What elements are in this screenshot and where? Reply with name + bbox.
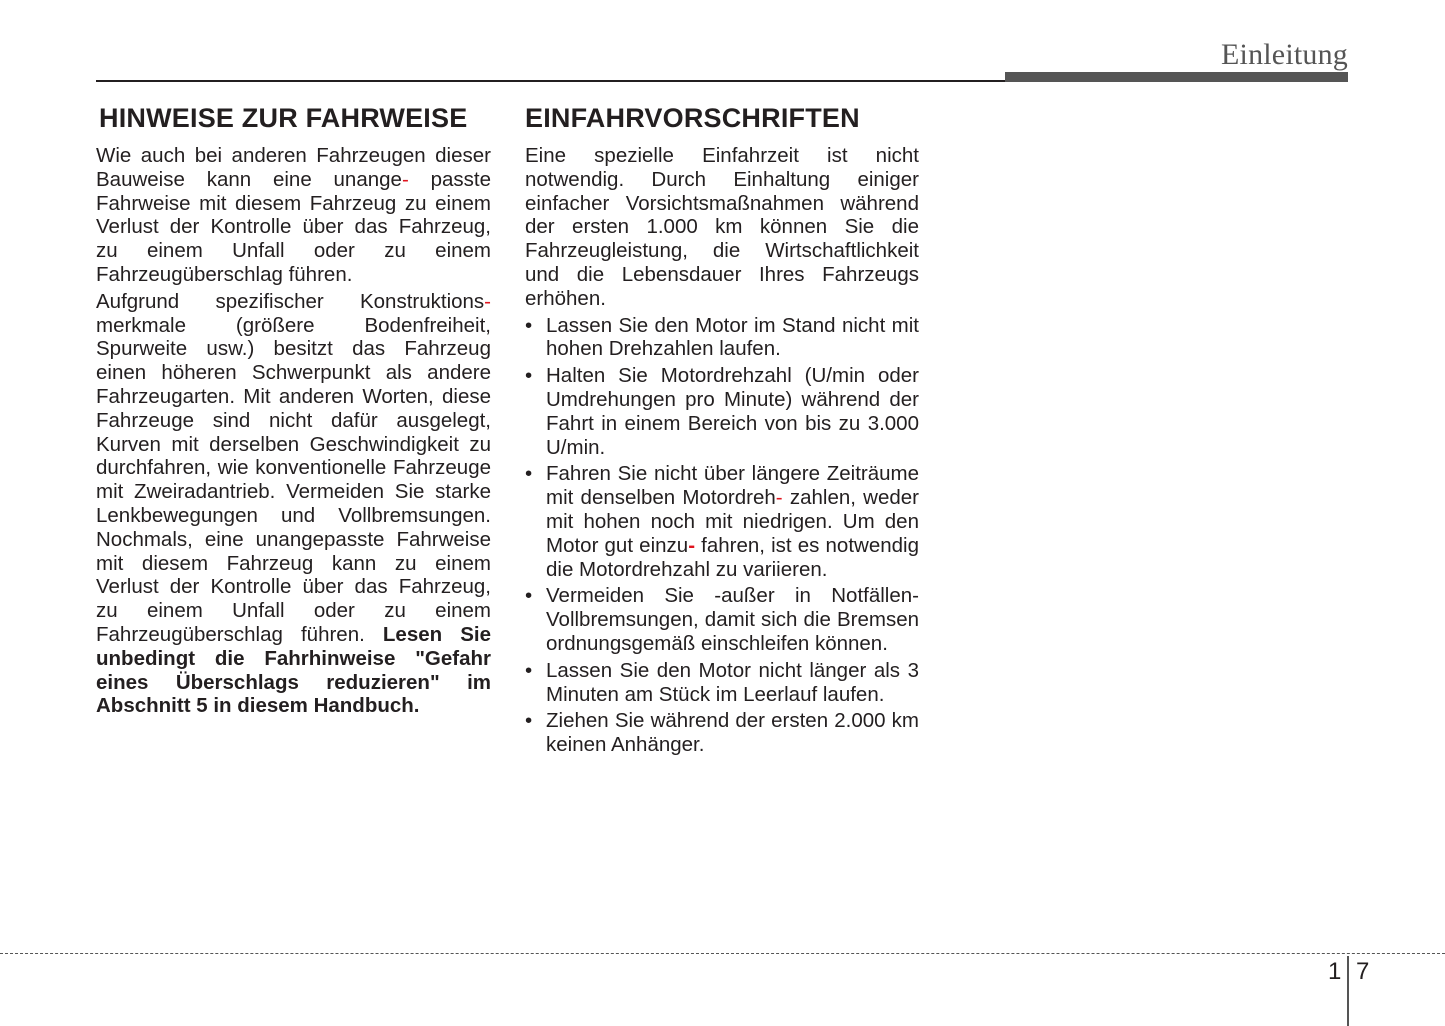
chapter-number: 1: [1328, 958, 1342, 985]
list-item: [525, 659, 919, 707]
list-item: [525, 709, 919, 757]
break-in-list: [525, 314, 919, 757]
warning-reference: Lesen Sie unbedingt die Fahrhinweise "Gefahr eines Überschlags reduzieren" im Abschnitt 5 in diesem Handbuch.: [96, 622, 491, 718]
hyphen-mark: -: [484, 289, 491, 313]
break-in-heading: EINFAHRVORSCHRIFTEN: [525, 103, 860, 133]
paragraph-text: Wie auch bei anderen Fahrzeugen dieser Bauweise kann eine unange: [96, 144, 491, 191]
list-item-text: Halten Sie Motordrehzahl (U/min oder Umdrehungen pro Minute) während der Fahrt in einem Bereich von bis zu 3.000 U/min.: [546, 364, 919, 459]
paragraph-text: merkmale (größere Bodenfreiheit, Spurweite usw.) besitzt das Fahrzeug einen höheren Schwerpunkt als andere Fahrzeugarten. Mit anderen Worten, diese Fahrzeuge sind nicht dafür ausgelegt, Kurven mit derselben Geschwindigkeit zu durchfahren, wie konventionelle Fahrzeuge mit Zweiradantrieb. Vermeiden Sie starke Lenkbewegungen und Vollbremsungen. Nochmals, eine unangepasste Fahrweise mit diesem Fahrzeug kann zu einem Verlust der Kontrolle über das Fahrzeug, zu einem Unfall oder zu einem Fahrzeugüberschlag führen.: [96, 313, 491, 646]
list-item-text: Vermeiden Sie -außer in Notfällen- Vollbremsungen, damit sich die Bremsen ordnungsgemäß einschleifen können.: [546, 584, 919, 655]
page-number-separator: [1347, 956, 1349, 1026]
hyphen-mark: -: [775, 486, 783, 510]
list-item-text: fahren, ist es notwendig die Motordrehzahl zu variieren.: [546, 533, 919, 581]
bullet-icon: •: [525, 709, 533, 733]
driving-notes-paragraph-2: [96, 290, 491, 718]
bullet-icon: •: [525, 313, 533, 337]
driving-notes-heading: HINWEISE ZUR FAHRWEISE: [99, 103, 468, 133]
driving-notes-column: [96, 100, 491, 721]
list-item: [525, 584, 919, 655]
driving-notes-paragraph-1: [96, 144, 491, 287]
list-item-text: Lassen Sie den Motor nicht länger als 3 Minuten am Stück im Leerlauf laufen.: [546, 658, 919, 706]
paragraph-text: passte Fahrweise mit diesem Fahrzeug zu einem Verlust der Kontrolle über das Fahrzeug, zu einem Unfall oder zu einem Fahrzeugüberschlag führen.: [96, 167, 492, 286]
hyphen-mark: -: [688, 533, 696, 557]
header-accent-bar: [1005, 72, 1348, 82]
list-item: [525, 462, 919, 581]
hyphen-mark: -: [401, 167, 409, 191]
footer-dashed-rule: [0, 953, 1445, 954]
break-in-column: [525, 100, 919, 760]
list-item-text: zahlen, weder mit hohen noch mit niedrigen. Um den Motor gut einzu: [546, 486, 919, 557]
bullet-icon: •: [525, 658, 533, 682]
list-item-text: Fahren Sie nicht über längere Zeiträume mit denselben Motordreh: [546, 462, 919, 510]
list-item: [525, 364, 919, 459]
bullet-icon: •: [525, 462, 533, 486]
page-number: 7: [1356, 958, 1370, 985]
list-item: [525, 314, 919, 362]
bullet-icon: •: [525, 364, 533, 388]
break-in-intro: Eine spezielle Einfahrzeit ist nicht notwendig. Durch Einhaltung einiger einfacher Vorsichtsmaßnahmen während der ersten 1.000 km können Sie die Fahrzeugleistung, die Wirtschaftlichkeit und die Lebensdauer Ihres Fahrzeugs erhöhen.: [525, 144, 919, 310]
section-title: Einleitung: [1221, 38, 1348, 71]
bullet-icon: •: [525, 584, 533, 608]
header-rule: [96, 80, 1006, 82]
list-item-text: Ziehen Sie während der ersten 2.000 km keinen Anhänger.: [546, 709, 919, 757]
list-item-text: Lassen Sie den Motor im Stand nicht mit hohen Drehzahlen laufen.: [546, 313, 919, 361]
paragraph-text: Aufgrund spezifischer Konstruktions: [96, 289, 485, 313]
